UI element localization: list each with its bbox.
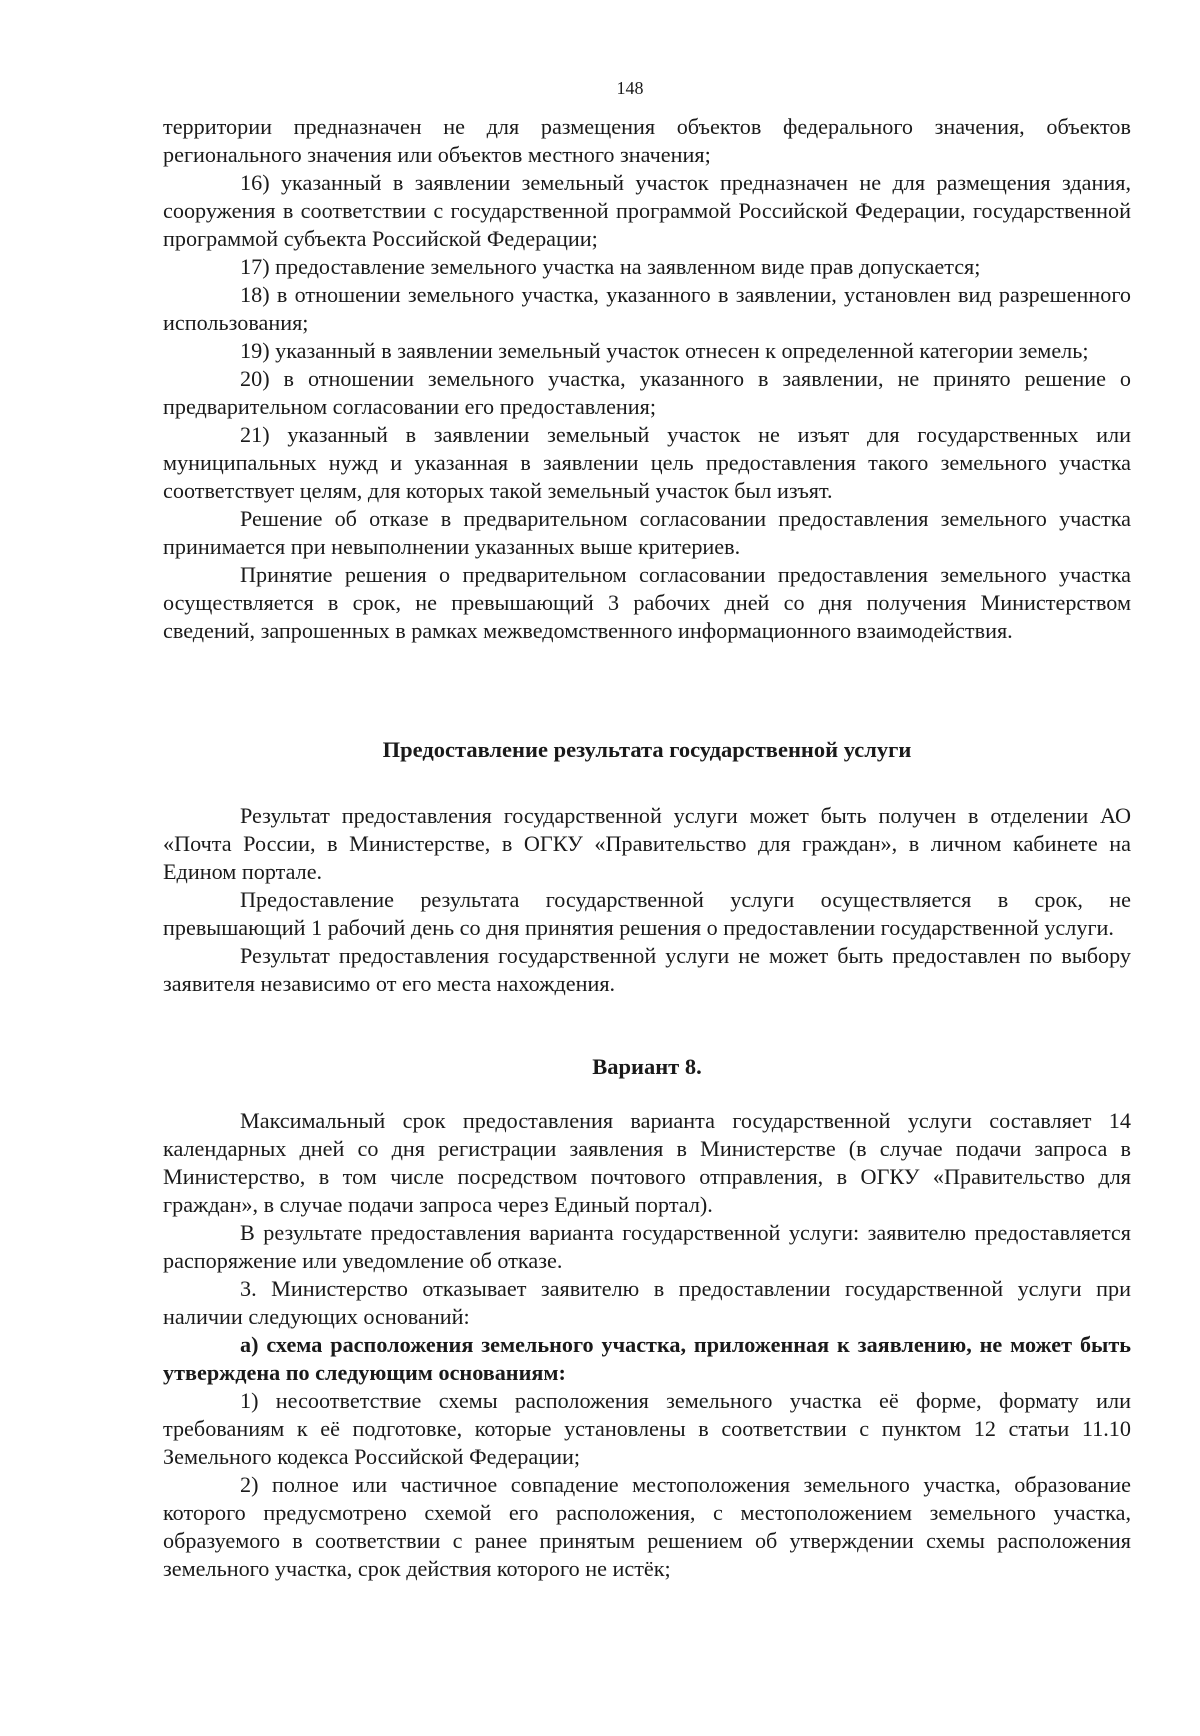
section-heading-result: Предоставление результата государственной услуги [382, 737, 912, 762]
paragraph-variant-result: В результате предоставления варианта государственной услуги: заявителю предоставляется распоряжение или уведомление об отказе. [163, 1220, 1131, 1273]
paragraph-refusal-decision: Решение об отказе в предварительном согласовании предоставления земельного участка принимается при невыполнении указанных выше критериев. [163, 506, 1131, 559]
paragraph-decision-term: Принятие решения о предварительном согласовании предоставления земельного участка осуществляется в срок, не превышающий 3 рабочих дней со дня получения Министерством сведений, запрошенных в рамках межведомственного информационного взаимодействия. [163, 562, 1131, 643]
paragraph-item-17: 17) предоставление земельного участка на заявленном виде прав допускается; [240, 254, 981, 279]
text-block-criteria [163, 113, 1131, 645]
paragraph-result-term: Предоставление результата государственной услуги осуществляется в срок, не превышающий 1 рабочий день со дня принятия решения о предоставлении государственной услуги. [163, 887, 1131, 940]
paragraph-item-21: 21) указанный в заявлении земельный участок не изъят для государственных или муниципальных нужд и указанная в заявлении цель предоставления такого земельного участка соответствует целям, для которых такой земельный участок был изъят. [163, 422, 1131, 503]
section-heading-variant-8: Вариант 8. [592, 1054, 702, 1079]
text-block-result [163, 802, 1131, 998]
paragraph-ground-2: 2) полное или частичное совпадение местоположения земельного участка, образование которого предусмотрено схемой его расположения, с местоположением земельного участка, образуемого в соответствии с ранее принятым решением об утверждении схемы расположения земельного участка, срок действия которого не истёк; [163, 1472, 1131, 1581]
paragraph-result-location: Результат предоставления государственной услуги не может быть предоставлен по выбору заявителя независимо от его места нахождения. [163, 943, 1131, 996]
page-number: 148 [616, 78, 644, 98]
paragraph-scheme-grounds: а) схема расположения земельного участка, приложенная к заявлению, не может быть утверждена по следующим основаниям: [163, 1332, 1131, 1385]
paragraph-item-18: 18) в отношении земельного участка, указанного в заявлении, установлен вид разрешенного использования; [163, 282, 1131, 335]
paragraph-max-term: Максимальный срок предоставления варианта государственной услуги составляет 14 календарных дней со дня регистрации заявления в Министерстве (в случае подачи запроса в Министерство, в том числе посредством почтового отправления, в ОГКУ «Правительство для граждан», в случае подачи запроса через Единый портал). [163, 1108, 1131, 1217]
paragraph-territory: территории предназначен не для размещения объектов федерального значения, объектов регионального значения или объектов местного значения; [163, 114, 1131, 167]
paragraph-item-19: 19) указанный в заявлении земельный участок отнесен к определенной категории земель; [240, 338, 1089, 363]
paragraph-item-16: 16) указанный в заявлении земельный участок предназначен не для размещения здания, сооружения в соответствии с государственной программой Российской Федерации, государственной программой субъекта Российской Федерации; [163, 170, 1131, 251]
paragraph-item-20: 20) в отношении земельного участка, указанного в заявлении, не принято решение о предварительном согласовании его предоставления; [163, 366, 1131, 419]
paragraph-result-channels: Результат предоставления государственной услуги может быть получен в отделении АО «Почта России, в Министерстве, в ОГКУ «Правительство для граждан», в личном кабинете на Едином портале. [163, 803, 1131, 884]
paragraph-refusal-grounds: 3. Министерство отказывает заявителю в предоставлении государственной услуги при наличии следующих оснований: [163, 1276, 1131, 1329]
paragraph-ground-1: 1) несоответствие схемы расположения земельного участка её форме, формату или требованиям к её подготовке, которые установлены в соответствии с пунктом 12 статьи 11.10 Земельного кодекса Российской Федерации; [163, 1388, 1131, 1469]
text-block-variant-8 [163, 1107, 1131, 1583]
